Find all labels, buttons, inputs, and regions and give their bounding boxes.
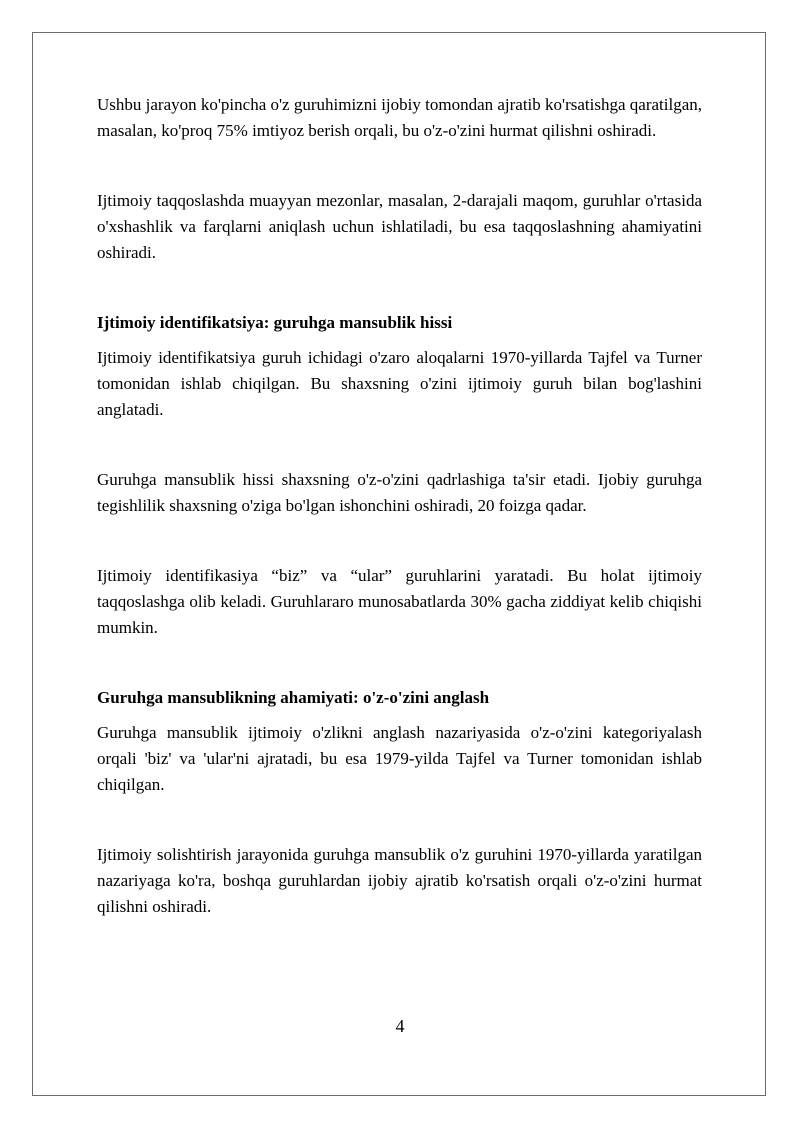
paragraph-self-categorization: Guruhga mansublik ijtimoiy o'zlikni anglash nazariyasida o'z-o'zini kategoriyalash orqali 'biz' va 'ular'ni ajratadi, bu esa 1979-yilda Tajfel va Turner tomonidan ishlab chiqilgan. [97, 723, 702, 794]
paragraph-favoritism: Ushbu jarayon ko'pincha o'z guruhimizni ijobiy tomondan ajratib ko'rsatishga qaratilgan, masalan, ko'proq 75% imtiyoz berish orqali, bu o'z-o'zini hurmat qilishni oshiradi. [97, 95, 702, 140]
paragraph-identification-definition: Ijtimoiy identifikatsiya guruh ichidagi o'zaro aloqalarni 1970-yillarda Tajfel va Turner tomonidan ishlab chiqilgan. Bu shaxsning o'zini ijtimoiy guruh bilan bog'lashini anglatadi. [97, 348, 702, 419]
heading-social-identification: Ijtimoiy identifikatsiya: guruhga mansublik hissi [97, 313, 453, 332]
paragraph-belonging-selfesteem: Guruhga mansublik hissi shaxsning o'z-o'zini qadrlashiga ta'sir etadi. Ijobiy guruhga tegishlilik shaxsning o'ziga bo'lgan ishonchini oshiradi, 20 foizga qadar. [97, 470, 702, 515]
heading-belonging-importance: Guruhga mansublikning ahamiyati: o'z-o'zini anglash [97, 688, 490, 707]
paragraph-social-comparison-process: Ijtimoiy solishtirish jarayonida guruhga mansublik o'z guruhini 1970-yillarda yaratilgan nazariyaga ko'ra, boshqa guruhlardan ijobiy ajratib ko'rsatish orqali o'z-o'zini hurmat qilishni oshiradi. [97, 845, 702, 916]
paragraph-us-them: Ijtimoiy identifikasiya “biz” va “ular” guruhlarini yaratadi. Bu holat ijtimoiy taqqoslashga olib keladi. Guruhlararo munosabatlarda 30% gacha ziddiyat kelib chiqishi mumkin. [97, 566, 702, 637]
paragraph-social-comparison: Ijtimoiy taqqoslashda muayyan mezonlar, masalan, 2-darajali maqom, guruhlar o'rtasida o'xshashlik va farqlarni aniqlash uchun ishlatiladi, bu esa taqqoslashning ahamiyatini oshiradi. [97, 191, 702, 262]
page-number: 4 [395, 1016, 405, 1036]
page-body [97, 92, 702, 920]
